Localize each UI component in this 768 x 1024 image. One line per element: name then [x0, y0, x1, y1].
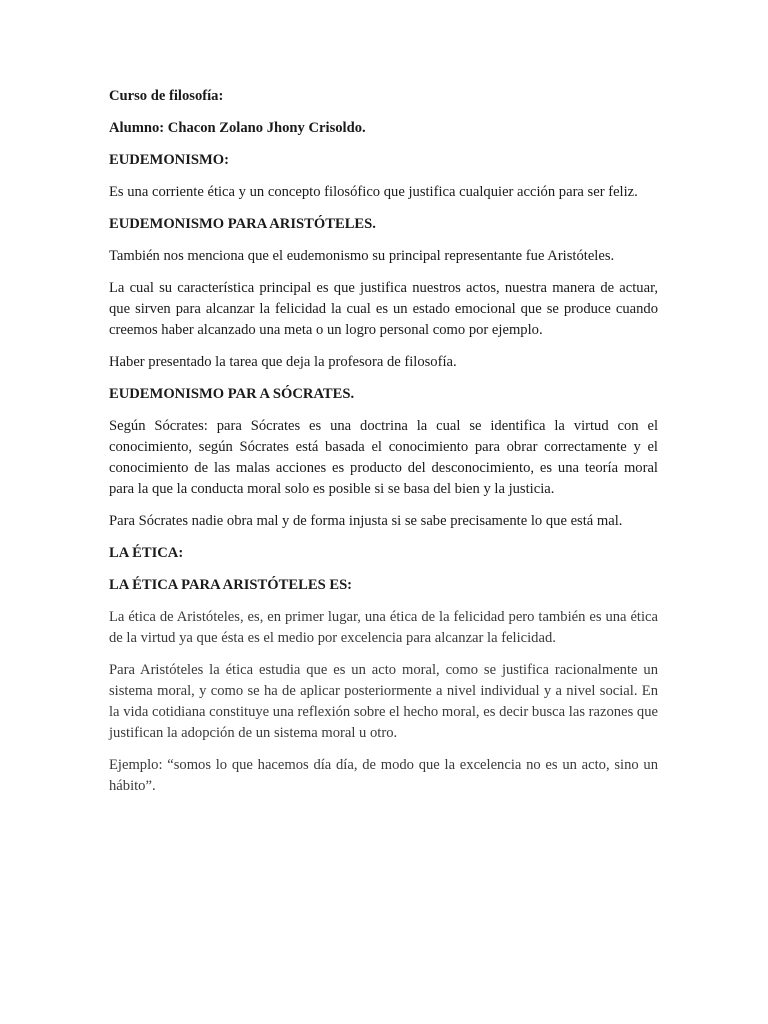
paragraph-socrates-2: Para Sócrates nadie obra mal y de forma injusta si se sabe precisamente lo que está mal. — [109, 513, 623, 529]
heading-etica-aristoteles: LA ÉTICA PARA ARISTÓTELES ES: — [109, 577, 353, 593]
document-page — [109, 86, 658, 797]
paragraph-aristoteles-1: También nos menciona que el eudemonismo su principal representante fue Aristóteles. — [109, 248, 615, 264]
paragraph-aristoteles-3: Haber presentado la tarea que deja la profesora de filosofía. — [109, 354, 457, 370]
paragraph-aristoteles-2: La cual su característica principal es que justifica nuestros actos, nuestra manera de actuar, que sirven para alcanzar la felicidad la cual es un estado emocional que se produce cuando creemos haber alcanzado una meta o un logro personal como por ejemplo. — [109, 280, 658, 338]
heading-eudemonismo: EUDEMONISMO: — [109, 152, 229, 168]
paragraph-etica-2: Para Aristóteles la ética estudia que es un acto moral, como se justifica racionalmente un sistema moral, y como se ha de aplicar posteriormente a nivel individual y a nivel social. En la vida cotidiana constituye una reflexión sobre el hecho moral, es decir busca las razones que justifican la adopción de un sistema moral u otro. — [109, 662, 658, 741]
paragraph-etica-1: La ética de Aristóteles, es, en primer lugar, una ética de la felicidad pero también es una ética de la virtud ya que ésta es el medio por excelencia para alcanzar la felicidad. — [109, 609, 658, 646]
heading-eudemonismo-aristoteles: EUDEMONISMO PARA ARISTÓTELES. — [109, 216, 376, 232]
paragraph-ejemplo: Ejemplo: “somos lo que hacemos día día, de modo que la excelencia no es un acto, sino un hábito”. — [109, 757, 658, 794]
paragraph-definicion: Es una corriente ética y un concepto filosófico que justifica cualquier acción para ser feliz. — [109, 184, 638, 200]
course-title: Curso de filosofía: — [109, 88, 224, 104]
paragraph-socrates-1: Según Sócrates: para Sócrates es una doctrina la cual se identifica la virtud con el conocimiento, según Sócrates está basada el conocimiento para obrar correctamente y el conocimiento de las malas acciones es producto del desconocimiento, es una teoría moral para la que la conducta moral solo es posible si se basa del bien y la justicia. — [109, 418, 658, 497]
heading-etica: LA ÉTICA: — [109, 545, 184, 561]
heading-eudemonismo-socrates: EUDEMONISMO PAR A SÓCRATES. — [109, 386, 355, 402]
student-name: Alumno: Chacon Zolano Jhony Crisoldo. — [109, 120, 366, 136]
